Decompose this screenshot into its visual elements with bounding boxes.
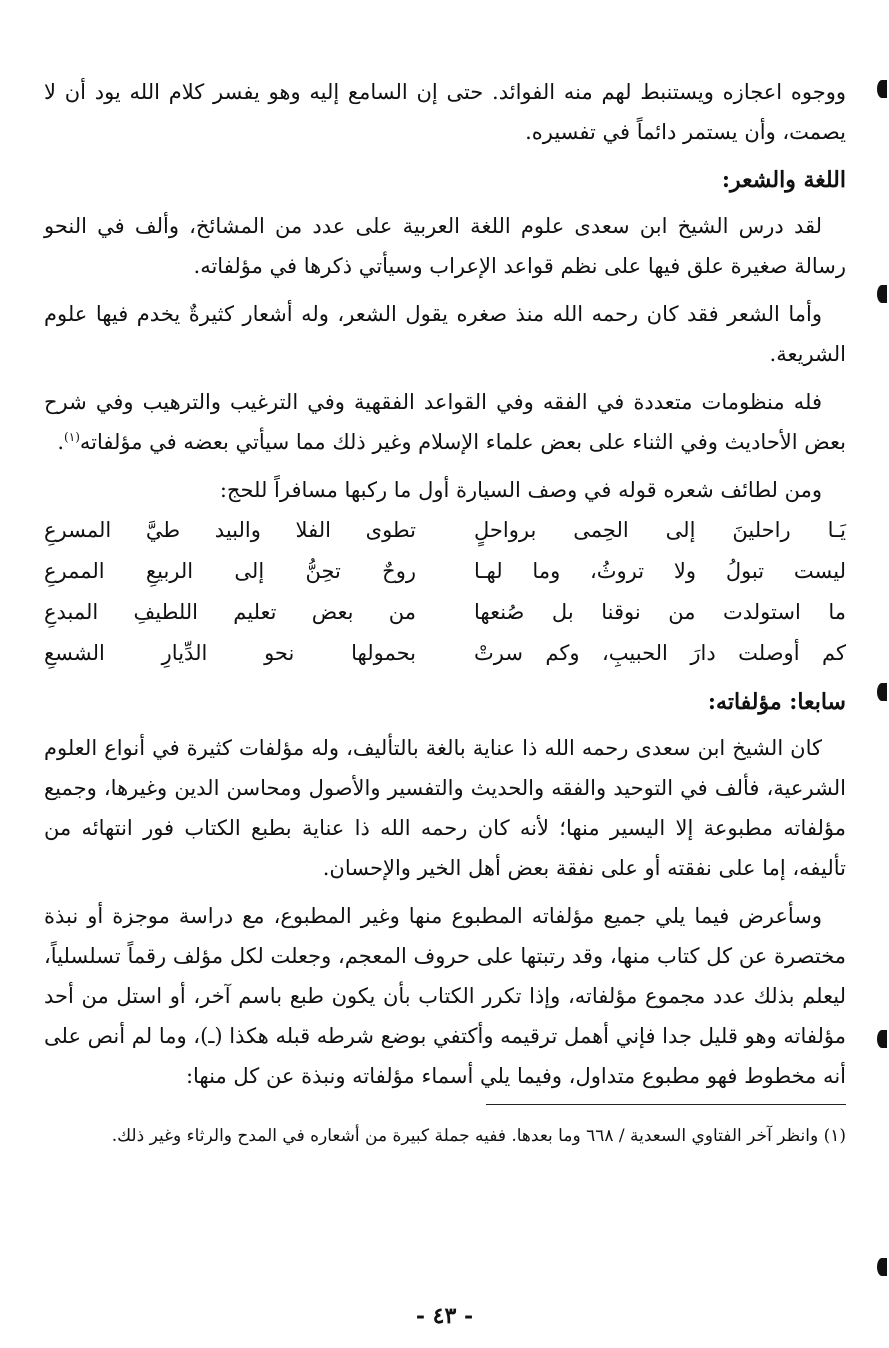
- verse-second-hemistich: تطوى الفلا والبيد طيَّ المسرعِ: [44, 518, 416, 542]
- heading-works: سابعا: مؤلفاته:: [707, 689, 846, 715]
- binder-mark: [877, 683, 887, 701]
- verse-second-hemistich: روحٌ تحِنُّ إلى الربيعِ الممرعِ: [44, 559, 416, 583]
- footnote: (١) وانظر آخر الفتاوي السعدية / ٦٦٨ وما بعدها. ففيه جملة كبيرة من أشعاره في المدح والرثاء وغير ذلك.: [111, 1126, 846, 1146]
- binder-mark: [877, 80, 887, 98]
- footnote-reference: (١): [64, 430, 80, 444]
- verse-first-hemistich: ما استولدت من نوقنا بل صُنعها: [474, 600, 846, 624]
- paragraph-poem-intro: ومن لطائف شعره قوله في وصف السيارة أول ما ركبها مسافراً للحج:: [219, 478, 822, 502]
- binder-mark: [877, 1030, 887, 1048]
- paragraph-poems-list: فله منظومات متعددة في الفقه وفي القواعد الفقهية وفي الترغيب والترهيب وفي شرح بعض الأحاديث وفي الثناء على بعض علماء الإسلام وغير ذلك مما سيأتي بعضه في مؤلفاته$^{(١)}$.: [44, 390, 846, 454]
- paragraph-language-study: لقد درس الشيخ ابن سعدى علوم اللغة العربية على عدد من المشائخ، وألف في النحو رسالة صغيرة علق فيها على نظم قواعد الإعراب وسيأتي ذكرها في مؤلفاته.: [44, 214, 846, 278]
- poem-verse: [44, 510, 846, 551]
- poem-verse: [44, 633, 846, 674]
- verse-first-hemistich: يَـا راحلينَ إلى الحِمى برواحلٍ: [474, 518, 846, 542]
- page-body: [44, 72, 846, 1167]
- poem-verse: [44, 592, 846, 633]
- footnote-divider: [486, 1104, 846, 1105]
- paragraph-works-method: وسأعرض فيما يلي جميع مؤلفاته المطبوع منها وغير المطبوع، مع دراسة موجزة أو نبذة مختصرة عن كل كتاب منها، وقد رتبتها على حروف المعجم، وجعلت لكل مؤلف رقماً تسلسلياً، ليعلم بذلك عدد مجموع مؤلفاته، وإذا تكرر الكتاب بأن يكون طبع باسم آخر، أو استل من أحد مؤلفاته وهو قليل جدا فإني أهمل ترقيمه وأكتفي بوضع شرطه قبله هكذا (ـ)، وما لم أنص على أنه مخطوط فهو مطبوع متداول، وفيما يلي أسماء مؤلفاته ونبذة عن كل منها:: [44, 904, 846, 1088]
- binder-mark: [877, 1258, 887, 1276]
- page-number: - ٤٣ -: [415, 1303, 474, 1329]
- verse-first-hemistich: ليست تبولُ ولا تروثُ، وما لهـا: [474, 559, 846, 583]
- paragraph-works-overview: كان الشيخ ابن سعدى رحمه الله ذا عناية بالغة بالتأليف، وله مؤلفات كثيرة في أنواع العلوم الشرعية، فألف في التوحيد والفقه والحديث والتفسير والأصول ومحاسن الدين وغيرها، وجميع مؤلفاته مطبوعة إلا اليسير منها؛ لأنه كان رحمه الله ذا عناية بطبع الكتاب فور انتهائه من تأليفه، إما على نفقته أو على نفقة بعض أهل الخير والإحسان.: [44, 736, 846, 880]
- paragraph-poetry: وأما الشعر فقد كان رحمه الله منذ صغره يقول الشعر، وله أشعار كثيرةٌ يخدم فيها علوم الشريعة.: [44, 302, 846, 366]
- poem: [44, 510, 846, 674]
- binder-mark: [877, 285, 887, 303]
- verse-second-hemistich: بحمولها نحو الدِّيارِ الشسعِ: [44, 641, 416, 665]
- heading-language-poetry: اللغة والشعر:: [721, 167, 846, 193]
- poem-verse: [44, 551, 846, 592]
- verse-first-hemistich: كم أوصلت دارَ الحبيبِ، وكم سرتْ: [474, 641, 846, 665]
- paragraph-intro: ووجوه اعجازه ويستنبط لهم منه الفوائد. حتى إن السامع إليه وهو يفسر كلام الله يود أن لا يصمت، وأن يستمر دائماً في تفسيره.: [44, 80, 846, 144]
- paragraph-poems-list-text: فله منظومات متعددة في الفقه وفي القواعد الفقهية وفي الترغيب والترهيب وفي شرح بعض الأحاديث وفي الثناء على بعض علماء الإسلام وغير ذلك مما سيأتي بعضه في مؤلفاته: [44, 390, 846, 454]
- verse-second-hemistich: من بعض تعليم اللطيفِ المبدعِ: [44, 600, 416, 624]
